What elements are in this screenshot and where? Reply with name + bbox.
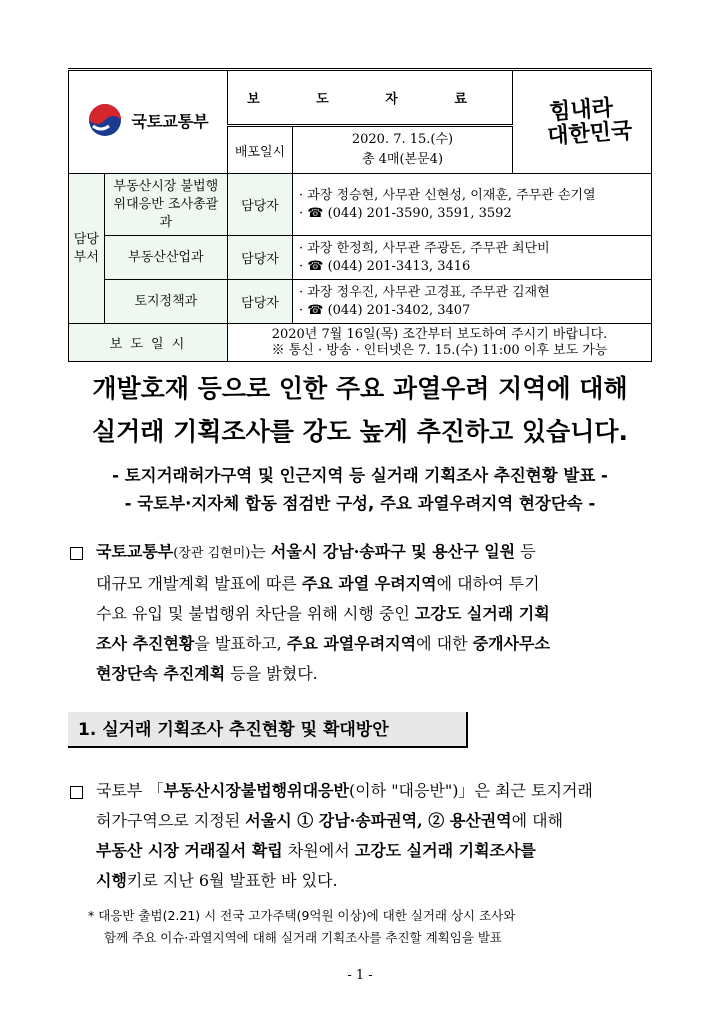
dept-name: 토지정책과: [104, 280, 227, 324]
press-title: 보 도 자 료: [228, 70, 513, 126]
section-heading-1: 1. 실거래 기획조사 추진현황 및 확대방안: [68, 712, 468, 748]
intro-paragraph: 국토교통부(장관 김현미)는 서울시 강남·송파구 및 용산구 일원 등 대규모 개발계획 발표에 따른 주요 과열 우려지역에 대하여 투기 수요 유입 및 불법행위 차단을 위해 시행 중인 고강도 실거래 기획 조사 추진현황을 발표하고, 주요 과열우려지역에 대한 중개사무소 현장단속 추진계획 등을 밝혔다.: [96, 542, 550, 683]
headline-line1: 개발호재 등으로 인한 주요 과열우려 지역에 대해: [92, 374, 628, 403]
contact-info: · 과장 정우진, 사무관 고경표, 주무관 김재현 · ☎ (044) 201-3402, 3407: [293, 280, 652, 324]
subheading-1: - 토지거래허가구역 및 인근지역 등 실거래 기획조사 추진현황 발표 -: [112, 466, 608, 485]
contact-info: · 과장 한정희, 사무관 주광돈, 주무관 최단비 · ☎ (044) 201-3413, 3416: [293, 236, 652, 280]
slogan-cell: [513, 70, 652, 174]
footnote-line1: * 대응반 출범(2.21) 시 전국 고가주택(9억원 이상)에 대한 실거래 상시 조사와: [88, 908, 516, 923]
release-label: 배포일시: [228, 126, 293, 174]
bullet-box-icon: [70, 547, 83, 560]
section1-paragraph: 국토부 「부동산시장불법행위대응반(이하 "대응반")」은 최근 토지거래 허가구역으로 지정된 서울시 ① 강남·송파권역, ② 용산권역에 대해 부동산 시장 거래질서 확립 차원에서 고강도 실거래 기획조사를 시행키로 지난 6월 발표한 바 있다.: [96, 781, 593, 890]
footnote-line2: 함께 주요 이슈·과열지역에 대해 실거래 기획조사를 추진할 계획임을 발표: [104, 930, 503, 945]
bullet-box-icon: [70, 786, 83, 799]
contact-info: · 과장 정승현, 사무관 신현성, 이재훈, 주무관 손기열 · ☎ (044) 201-3590, 3591, 3592: [293, 174, 652, 236]
headline-line2: 실거래 기획조사를 강도 높게 추진하고 있습니다.: [91, 417, 629, 446]
press-header-table: [68, 68, 652, 362]
ministry-logo-cell: [69, 70, 228, 174]
subheading-2: - 국토부·지자체 합동 점검반 구성, 주요 과열우려지역 현장단속 -: [124, 494, 596, 513]
dept-label: 담당 부서: [69, 174, 105, 324]
release-pages: 총 4매(본문4): [361, 152, 444, 167]
embargo-info: 2020년 7월 16일(목) 조간부터 보도하여 주시기 바랍니다. ※ 통신 · 방송 · 인터넷은 7. 15.(수) 11:00 이후 보도 가능: [228, 324, 652, 362]
role-label: 담당자: [228, 280, 293, 324]
release-info: [293, 126, 513, 174]
page-number: - 1 -: [347, 968, 373, 983]
ministry-emblem-icon: [87, 102, 123, 138]
release-date: 2020. 7. 15.(수): [351, 132, 454, 147]
role-label: 담당자: [228, 236, 293, 280]
embargo-label: 보 도 일 시: [69, 324, 228, 362]
ministry-name: 국토교통부: [131, 111, 209, 131]
dept-name: 부동산시장 불법행위대응반 조사총괄과: [104, 174, 227, 236]
dept-name: 부동산산업과: [104, 236, 227, 280]
slogan-logo: 힘내라 대한민국: [546, 94, 634, 150]
role-label: 담당자: [228, 174, 293, 236]
